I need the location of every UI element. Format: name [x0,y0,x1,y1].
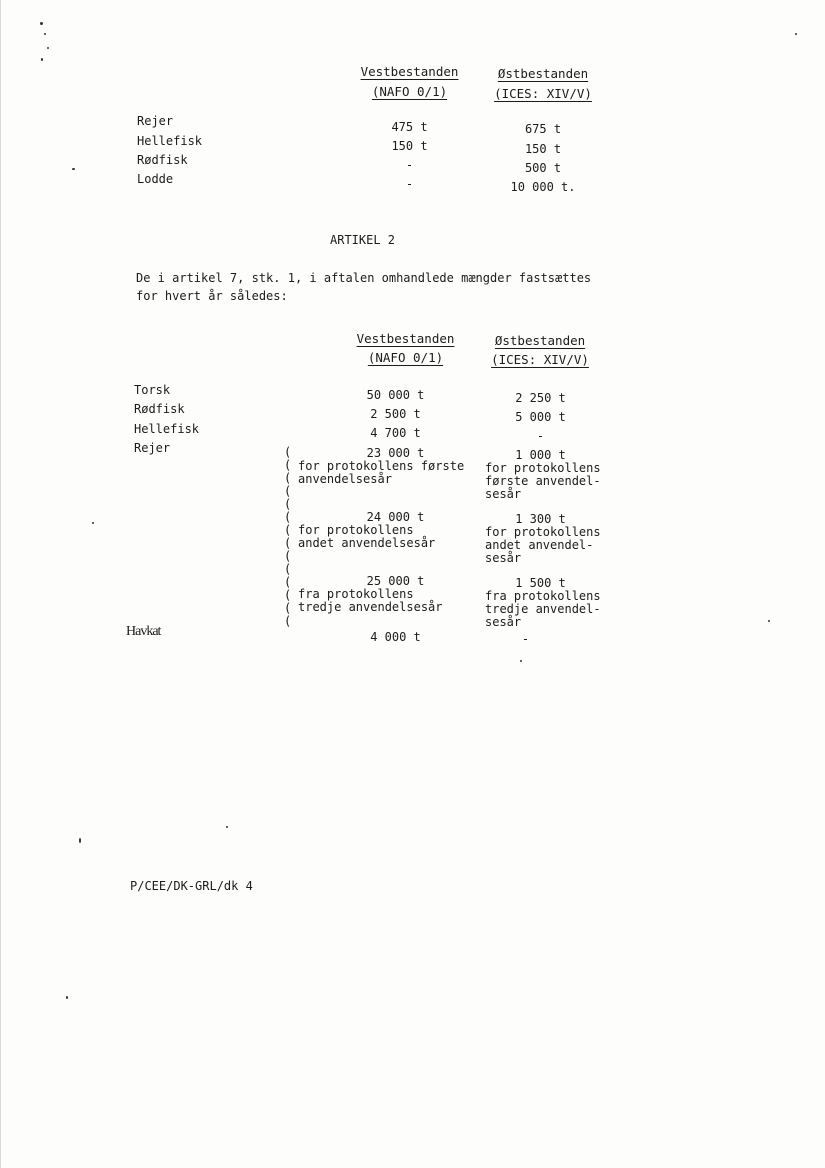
table2-vest-value: 2 500 t [370,407,421,421]
table2-ost-value: - [536,429,545,443]
table1-species: Rødfisk [137,153,188,167]
table2-vest-value: 4 700 t [370,426,421,440]
rejer-year2-ost-line: for protokollens [485,525,601,539]
table2-col2-sub: (ICES: XIV/V) [491,352,589,367]
scan-speck [47,47,49,49]
table1-vest-value: 475 t [391,120,428,134]
scan-speck [768,620,770,622]
scan-speck [72,168,75,170]
table1-col2-header: Østbestanden [497,66,589,81]
table1-vest-value: - [405,158,414,172]
rejer-year3-vest-line: tredje anvendelsesår [298,600,443,614]
table2-havkat-ost: - [521,632,530,646]
table2-ost-value: 5 000 t [515,410,566,424]
table2-species: Torsk [134,383,171,397]
table1-species: Rejer [137,114,174,128]
intro-line-2: for hvert år således: [136,289,288,303]
table1-species: Hellefisk [137,134,203,148]
rejer-year3-ost-line: sesår [485,615,522,629]
table1-vest-value: - [405,177,414,191]
rejer-brace: ( ( ( ( ( ( ( ( ( ( ( ( ( ( [284,445,292,628]
rejer-year3-vest-line: fra protokollens [298,587,414,601]
scan-speck [41,58,43,61]
scan-speck [40,22,43,25]
rejer-year3-vest-amount: 25 000 t [366,574,425,588]
table2-havkat-vest: 4 000 t [370,630,421,644]
table1-ost-value: 10 000 t. [510,180,576,194]
table1-species: Lodde [137,172,174,186]
scan-speck [795,33,797,35]
scan-speck [92,522,94,524]
table1-col2-sub: (ICES: XIV/V) [494,86,592,101]
article-heading: ARTIKEL 2 [330,233,396,247]
scan-speck [79,838,81,843]
scan-speck [44,33,46,35]
table1-ost-value: 500 t [524,161,562,175]
table2-col1-sub: (NAFO 0/1) [367,350,444,365]
scan-speck [520,660,522,662]
table2-col2-header: Østbestanden [494,333,586,348]
rejer-year1-ost-line: første anvendel- [485,474,601,488]
scan-edge [0,0,1,1168]
rejer-year2-ost-line: andet anvendel- [485,538,594,552]
rejer-year1-vest-line: anvendelsesår [298,472,392,486]
rejer-year1-ost-line: for protokollens [485,461,601,475]
footer-reference: P/CEE/DK-GRL/dk 4 [130,879,253,893]
table1-ost-value: 675 t [524,122,562,136]
rejer-year2-vest-line: andet anvendelsesår [298,536,436,550]
rejer-year3-ost-line: tredje anvendel- [485,602,601,616]
rejer-year2-ost-line: sesår [485,551,522,565]
table1-vest-value: 150 t [391,139,428,153]
rejer-year3-ost-line: fra protokollens [485,589,601,603]
table2-species-havkat: Havkat [126,624,161,639]
table1-ost-value: 150 t [524,142,562,156]
table2-species-rejer: Rejer [134,441,171,455]
table2-species: Rødfisk [134,402,185,416]
rejer-year2-vest-amount: 24 000 t [366,510,425,524]
table1-col1-sub: (NAFO 0/1) [371,84,448,99]
rejer-year1-ost-amount: 1 000 t [515,448,566,462]
table2-species: Hellefisk [134,422,200,436]
scan-speck [66,996,68,999]
intro-line-1: De i artikel 7, stk. 1, i aftalen omhandlede mængder fastsættes [136,271,592,285]
table2-col1-header: Vestbestanden [356,331,455,346]
rejer-year3-ost-amount: 1 500 t [515,576,566,590]
rejer-year1-vest-amount: 23 000 t [366,446,425,460]
rejer-year1-vest-line: for protokollens første [298,459,465,473]
rejer-year1-ost-line: sesår [485,487,522,501]
rejer-year2-vest-line: for protokollens [298,523,414,537]
table2-vest-value: 50 000 t [366,388,425,402]
rejer-year2-ost-amount: 1 300 t [515,512,566,526]
scan-speck [226,826,228,828]
table1-col1-header: Vestbestanden [360,64,459,79]
table2-ost-value: 2 250 t [515,391,566,405]
